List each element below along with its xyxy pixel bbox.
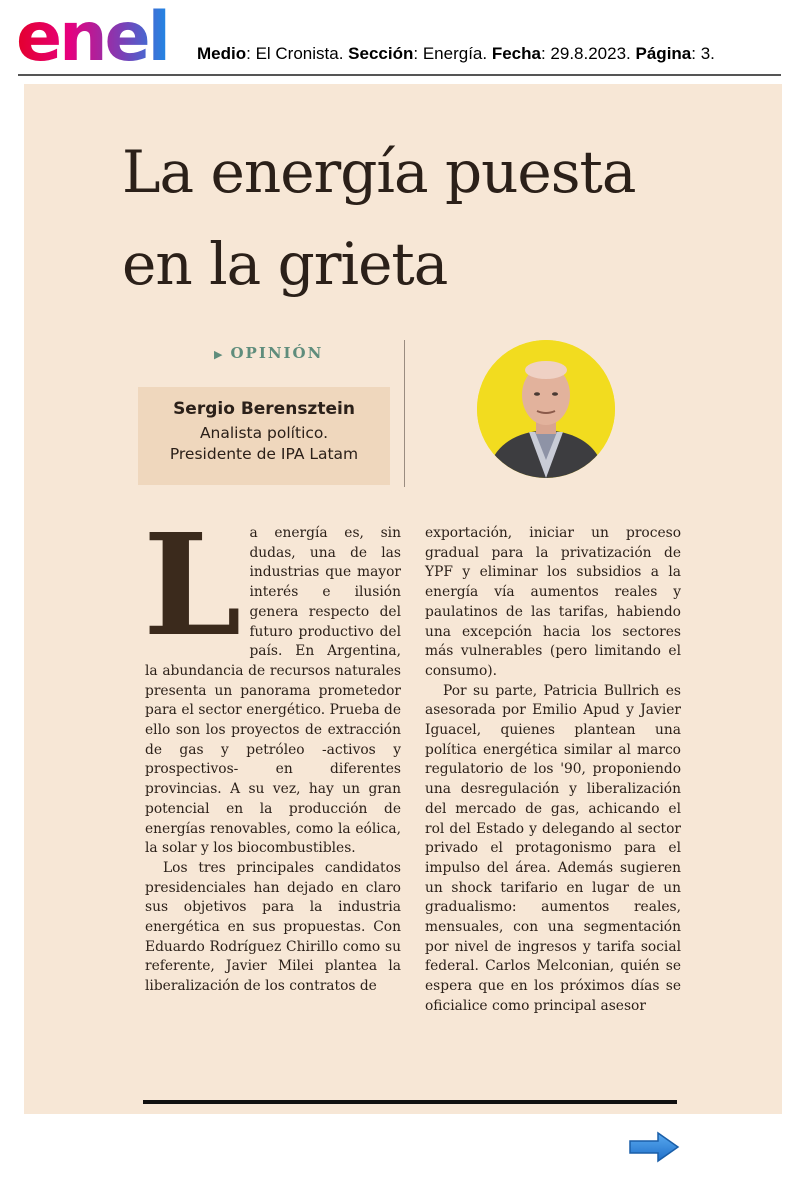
medio-label: Medio — [197, 44, 247, 63]
seccion-label: Sección — [348, 44, 414, 63]
pagina-label: Página — [635, 44, 692, 63]
author-portrait-icon — [477, 340, 615, 478]
pagina-value: 3. — [700, 44, 715, 63]
vertical-divider — [404, 340, 405, 487]
newspaper-clipping — [24, 84, 782, 1114]
paragraph-text: a energía es, sin dudas, una de las industrias que mayor interés e ilusión genera respecto del futuro productivo del país. En Argentina, la abundancia de recursos naturales presenta un panorama prometedor para el sector energético. Prueba de ello son los proyectos de extracción de gas y petróleo -activos y prospectivos- en diferentes provincias. A su vez, hay un gran potencial en la producción de energías renovables, como la eólica, la solar y los biocombustibles. — [145, 525, 401, 857]
author-photo — [477, 340, 615, 478]
seccion-value: Energía. — [422, 44, 488, 63]
triangle-right-icon: ▶ — [214, 348, 225, 361]
paragraph: Por su parte, Patricia Bullrich es asesorada por Emilio Apud y Javier Iguacel, quienes plantean una política energética similar al marco regulatorio de los '90, proponiendo una desregulación y liberalización del mercado de gas, achicando el rol del Estado y delegando al sector privado el protagonismo para el impulso del área. Además sugieren un shock tarifario en lugar de un gradualismo: aumentos reales, mensuales, con una segmentación por nivel de ingresos y tarifa social federal. Carlos Melconian, quién se espera que en los próximos días se oficialice como principal asesor — [425, 682, 681, 1014]
enel-logo — [14, 4, 184, 68]
author-role — [138, 423, 390, 465]
paragraph: exportación, iniciar un proceso gradual para la privatización de YPF y eliminar los subsidios a la energía vía aumentos reales y paulatinos de las tarifas, habiendo una excepción hacia los sectores más vulnerables (pero limitando el consumo). — [425, 525, 681, 679]
paragraph: Los tres principales candidatos presidenciales han dejado en claro sus objetivos para la industria energética en sus propuestas. Con Eduardo Rodríguez Chirillo como su referente, Javier Milei plantea la liberalización de los contratos de — [145, 859, 401, 995]
article-column-left — [143, 504, 401, 997]
author-role-line-2: Presidente de IPA Latam — [169, 445, 359, 463]
author-name: Sergio Berensztein — [173, 399, 355, 419]
svg-text:enel: enel — [16, 4, 168, 68]
author-role-line-1: Analista político. — [199, 424, 329, 442]
paragraph — [143, 504, 401, 859]
section-tag — [214, 344, 323, 362]
medio-value: El Cronista. — [255, 44, 344, 63]
next-page-arrow-icon[interactable] — [628, 1131, 680, 1163]
author-box — [138, 387, 390, 485]
drop-cap: L — [143, 504, 242, 668]
article-title — [122, 126, 635, 310]
title-line-1: La energía puesta — [122, 138, 636, 206]
clipping-meta: Medio: El Cronista. Sección: Energía. Fecha: 29.8.2023. Página: 3. — [197, 44, 715, 63]
header-divider — [18, 74, 781, 76]
bottom-rule — [143, 1100, 677, 1104]
clipping-header — [0, 0, 800, 76]
article-column-right — [425, 524, 681, 1017]
title-line-2: en la grieta — [122, 230, 448, 298]
fecha-label: Fecha — [491, 44, 541, 63]
section-tag-label: OPINIÓN — [230, 344, 324, 362]
fecha-value: 29.8.2023. — [550, 44, 631, 63]
next-page-button[interactable] — [628, 1131, 680, 1163]
